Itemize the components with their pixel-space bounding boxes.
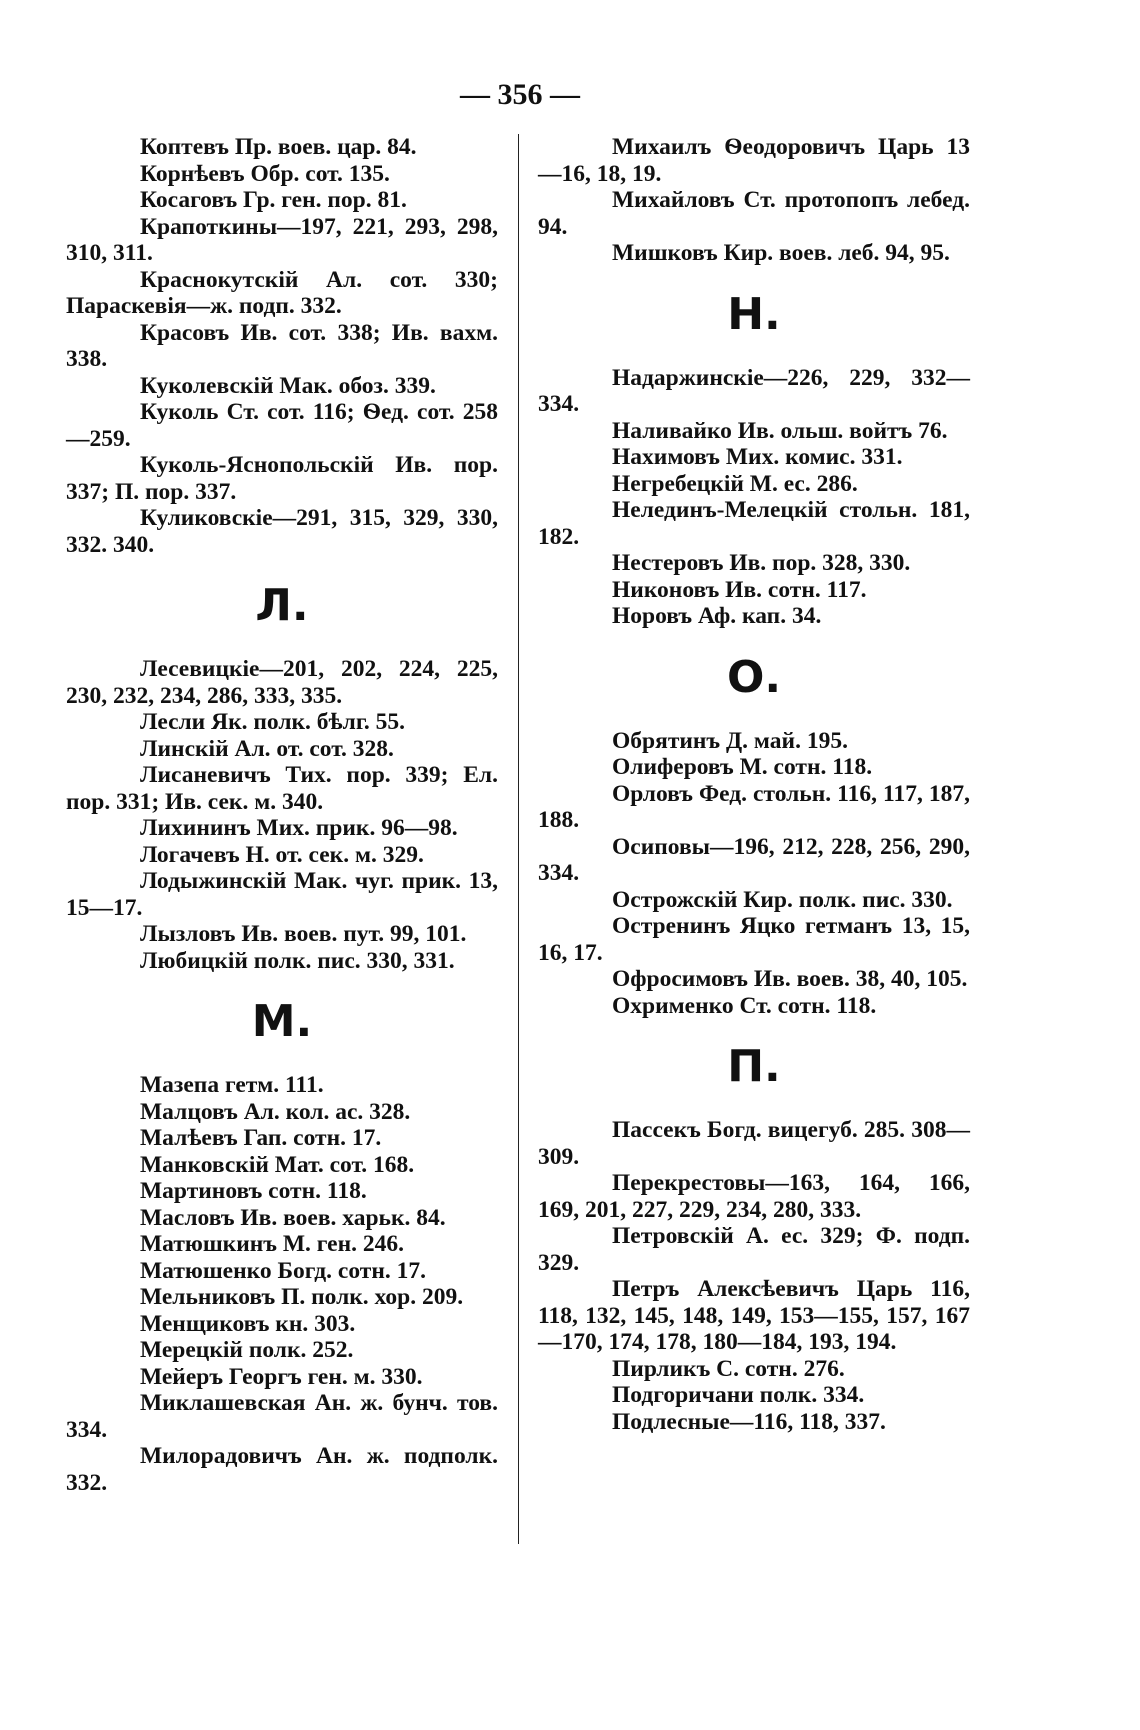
index-entry: Куликовскіе—291, 315, 329, 330, 332. 340. [66,505,498,558]
index-entry: Миклашевская Ан. ж. бунч. тов. 334. [66,1390,498,1443]
index-entry: Любицкій полк. пис. 330, 331. [140,947,455,974]
index-entry: Мазепа гетм. 111. [140,1072,324,1098]
index-entry: Крапоткины—197, 221, 293, 298, 310, 311. [66,213,498,266]
index-entry: Куколь-Яснопольскій Ив. пор. 337; П. пор. 337. [66,452,498,505]
index-entry: Петръ Алексѣевичъ Царь 116, 118, 132, 145, 148, 149, 153—155, 157, 167—170, 174, 178, 180—184, 193, 194. [538,1276,970,1355]
column-divider [518,134,519,1544]
index-entry: Нахимовъ Мих. комис. 331. [612,444,903,470]
index-entry: Коптевъ Пр. воев. цар. 84. [140,134,417,160]
index-entry: Красовъ Ив. сот. 338; Ив. вахм. 338. [66,319,498,372]
index-entry: Острожскій Кир. полк. пис. 330. [612,886,953,913]
index-entry: Мейеръ Георгъ ген. м. 330. [140,1363,423,1390]
index-entry: Охрименко Ст. сотн. 118. [612,992,877,1019]
index-entry: Остренинъ Яцко гетманъ 13, 15, 16, 17. [538,913,970,966]
index-entry: Олиферовъ М. сотн. 118. [612,754,873,780]
index-entry: Офросимовъ Ив. воев. 38, 40, 105. [612,966,968,992]
index-entry: Наливайко Ив. ольш. войтъ 76. [612,417,948,444]
index-entry: Лихининъ Мих. прик. 96—98. [140,815,458,841]
index-entry: Лызловъ Ив. воев. пут. 99, 101. [140,921,467,947]
index-entry: Мельниковъ П. полк. хор. 209. [140,1284,464,1310]
index-entry: Пирликъ С. сотн. 276. [612,1355,845,1382]
index-entry: Куколевскій Мак. обоз. 339. [140,372,436,399]
index-entry: Мартиновъ сотн. 118. [140,1178,367,1204]
index-entry: Манковскій Мат. сот. 168. [140,1151,415,1178]
index-entry: Никоновъ Ив. сотн. 117. [612,576,867,603]
index-entry: Менщиковъ кн. 303. [140,1310,356,1337]
index-entry: Пассекъ Богд. вицегуб. 285. 308—309. [538,1117,970,1170]
index-entry: Подгоричани полк. 334. [612,1382,865,1408]
index-entry: Лодыжинскій Мак. чуг. прик. 13, 15—17. [66,868,498,921]
index-entry: Нелединъ-Мелецкій стольн. 181, 182. [538,497,970,550]
index-entry: Перекрестовы—163, 164, 166, 169, 201, 227, 229, 234, 280, 333. [538,1170,970,1223]
index-entry: Корнѣевъ Обр. сот. 135. [140,160,390,187]
index-entry: Норовъ Аф. кап. 34. [612,603,822,629]
index-entry: Обрятинъ Д. май. 195. [612,727,848,754]
right-index-column [538,134,970,1435]
index-entry: Михайловъ Ст. протопопъ лебед. 94. [538,187,970,240]
index-entry: Орловъ Фед. стольн. 116, 117, 187, 188. [538,780,970,833]
letter-heading: П. [727,1041,781,1092]
index-entry: Нестеровъ Ив. пор. 328, 330. [612,550,911,576]
index-entry: Негребецкій М. ес. 286. [612,470,858,497]
index-entry: Лесевицкіе—201, 202, 224, 225, 230, 232, 234, 286, 333, 335. [66,656,498,709]
index-entry: Матюшенко Богд. сотн. 17. [140,1257,426,1284]
index-entry: Краснокутскій Ал. сот. 330; Параскевія—ж. подп. 332. [66,266,498,319]
index-entry: Малѣевъ Гап. сотн. 17. [140,1125,382,1151]
index-entry: Подлесные—116, 118, 337. [612,1408,886,1435]
letter-heading: Л. [255,580,309,631]
index-entry: Масловъ Ив. воев. харьк. 84. [140,1204,446,1231]
index-entry: Лисаневичъ Тих. пор. 339; Ел. пор. 331; Ив. сек. м. 340. [66,762,498,815]
page-number: — 356 — [460,78,580,111]
index-entry: Куколь Ст. сот. 116; Ѳед. сот. 258—259. [66,399,498,452]
index-entry: Косаговъ Гр. ген. пор. 81. [140,187,407,213]
index-entry: Михаилъ Ѳеодоровичъ Царь 13—16, 18, 19. [538,134,970,187]
index-entry: Мишковъ Кир. воев. леб. 94, 95. [612,240,950,266]
left-index-column [66,134,498,1496]
index-entry: Матюшкинъ М. ген. 246. [140,1231,404,1257]
letter-heading: М. [251,996,313,1047]
index-entry: Лесли Як. полк. бѣлг. 55. [140,709,405,735]
letter-heading: Н. [727,288,781,340]
index-entry: Надаржинскіе—226, 229, 332—334. [538,364,970,417]
index-entry: Осиповы—196, 212, 228, 256, 290, 334. [538,833,970,886]
index-entry: Логачевъ Н. от. сек. м. 329. [140,841,424,868]
index-entry: Мерецкій полк. 252. [140,1337,354,1363]
index-entry: Милорадовичъ Ан. ж. подполк. 332. [66,1443,498,1496]
index-entry: Малцовъ Ал. кол. ас. 328. [140,1098,411,1125]
index-entry: Петровскій А. ес. 329; Ф. подп. 329. [538,1223,970,1276]
letter-heading: О. [726,651,782,703]
index-entry: Линскій Ал. от. сот. 328. [140,735,394,762]
